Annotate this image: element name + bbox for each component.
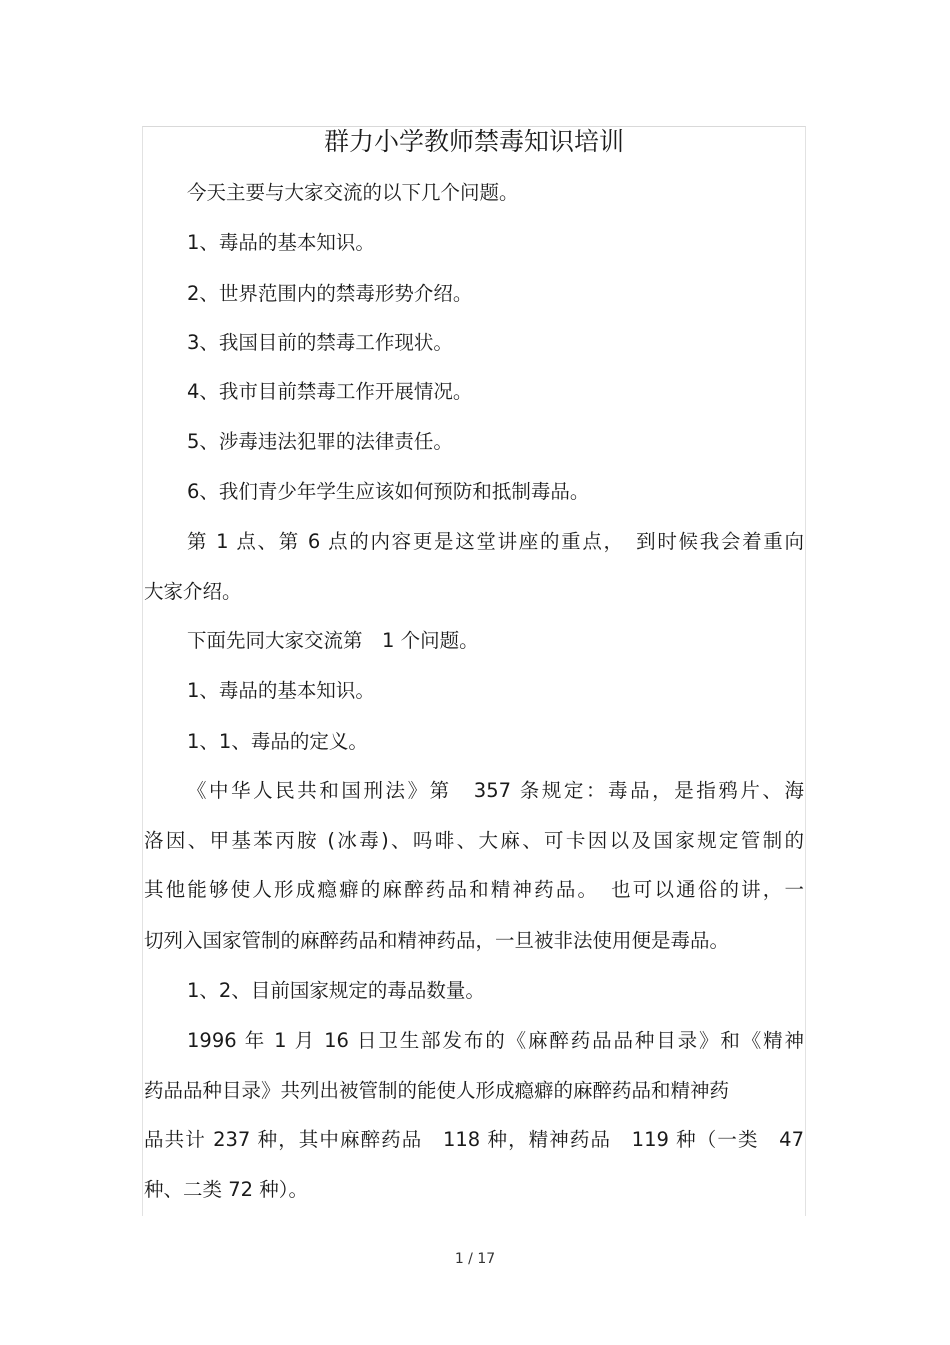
document-title: 群力小学教师禁毒知识培训 [323,127,624,156]
paragraph-line: 大家介绍。 [144,580,242,603]
subsection-heading: 1、1、毒品的定义。 [187,730,368,753]
section-heading: 1、毒品的基本知识。 [187,679,375,702]
paragraph-line: 下面先同大家交流第 1 个问题。 [187,629,479,652]
paragraph-line: 第 1 点、第 6 点的内容更是这堂讲座的重点， 到时候我会着重向 [187,530,804,553]
paragraph-line: 其他能够使人形成瘾癖的麻醉药品和精神药品。 也可以通俗的讲，一 [144,878,804,901]
list-item: 4、我市目前禁毒工作开展情况。 [187,380,473,403]
page-number: 1 / 17 [454,1251,496,1267]
subsection-heading: 1、2、目前国家规定的毒品数量。 [187,979,485,1002]
paragraph-line: 品共计 237 种，其中麻醉药品 118 种，精神药品 119 种（一类 47 [144,1128,804,1151]
list-item: 5、涉毒违法犯罪的法律责任。 [187,430,453,453]
paragraph-line: 今天主要与大家交流的以下几个问题。 [187,181,519,204]
list-item: 1、毒品的基本知识。 [187,231,375,254]
paragraph-line: 种、二类 72 种）。 [144,1178,308,1201]
list-item: 2、世界范围内的禁毒形势介绍。 [187,282,473,305]
paragraph-line: 1996 年 1 月 16 日卫生部发布的《麻醉药品品种目录》和《精神 [187,1029,804,1052]
paragraph-line: 《中华人民共和国刑法》第 357 条规定：毒品，是指鸦片、海 [187,779,804,802]
list-item: 3、我国目前的禁毒工作现状。 [187,331,453,354]
paragraph-line: 洛因、甲基苯丙胺 (冰毒)、吗啡、大麻、可卡因以及国家规定管制的 [144,829,804,852]
paragraph-line: 药品品种目录》共列出被管制的能使人形成瘾癖的麻醉药品和精神药 [144,1079,730,1102]
paragraph-line: 切列入国家管制的麻醉药品和精神药品，一旦被非法使用便是毒品。 [144,929,730,952]
list-item: 6、我们青少年学生应该如何预防和抵制毒品。 [187,480,590,503]
